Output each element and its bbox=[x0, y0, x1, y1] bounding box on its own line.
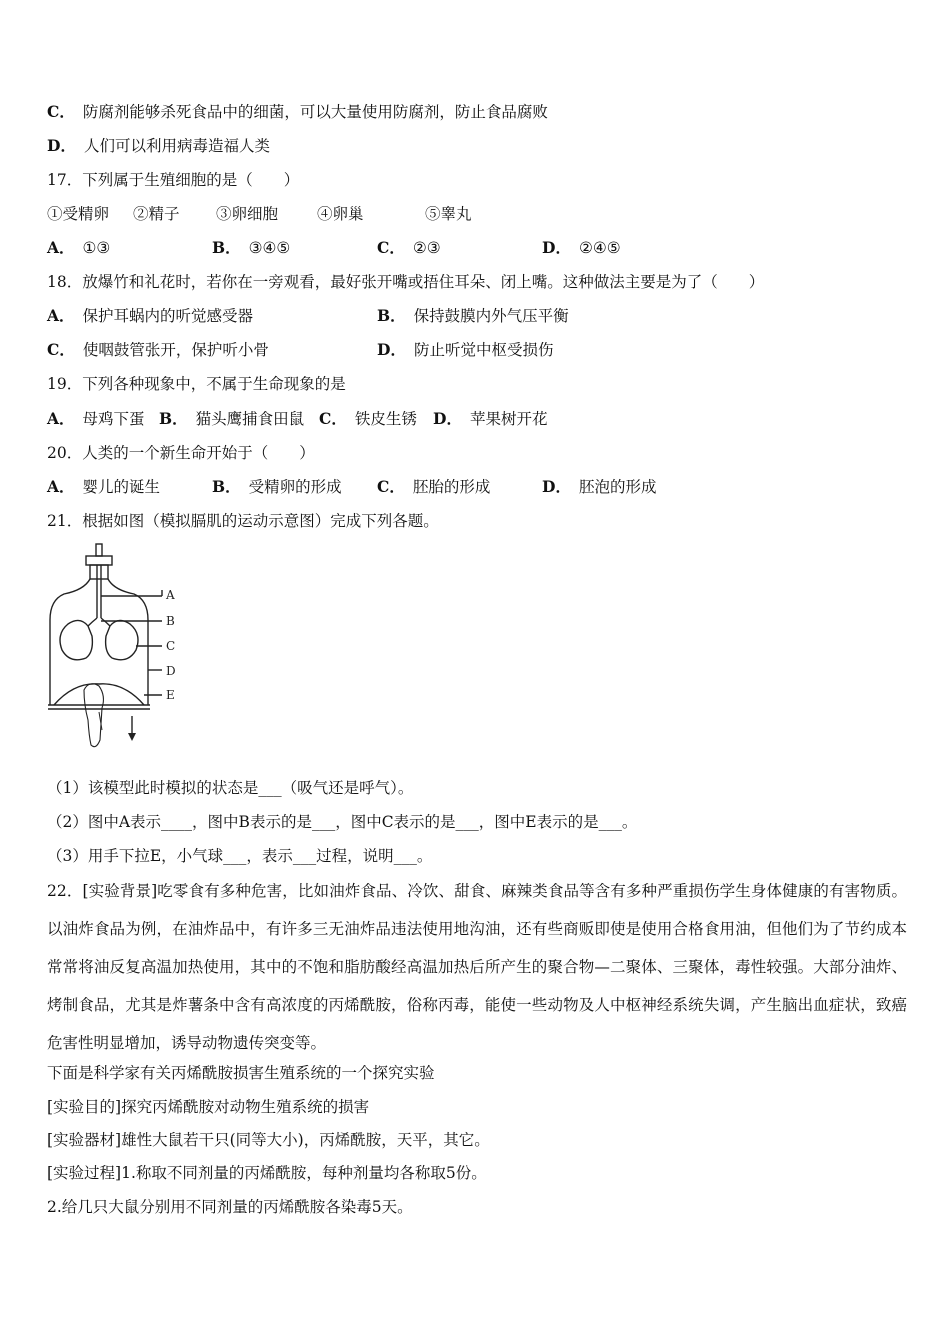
option-label: D． bbox=[47, 136, 76, 155]
q19-option-c: C． 铁皮生锈 bbox=[319, 409, 417, 428]
q17-item: ⑤睾丸 bbox=[425, 205, 472, 223]
q21-sub2: （2）图中A表示____，图中B表示的是___，图中C表示的是___，图中E表示的是___。 bbox=[47, 813, 638, 831]
q17-item: ①受精卵 bbox=[47, 205, 110, 223]
q19-option-d: D． 苹果树开花 bbox=[433, 409, 548, 428]
option-text: 人们可以利用病毒造福人类 bbox=[83, 137, 270, 155]
q16-option-c bbox=[47, 102, 548, 122]
label-e: E bbox=[166, 688, 175, 702]
q19-stem: 19．下列各种现象中，不属于生命现象的是 bbox=[47, 375, 346, 393]
q18-option-c: C． 使咽鼓管张开，保护听小骨 bbox=[47, 340, 269, 359]
q21-stem: 21．根据如图（模拟膈肌的运动示意图）完成下列各题。 bbox=[47, 512, 439, 530]
q17-option-b: B． ③④⑤ bbox=[212, 238, 291, 257]
q17-option-a: A． ①③ bbox=[47, 238, 111, 257]
q17-option-c: C． ②③ bbox=[377, 238, 441, 257]
q22-process-step1: [实验过程]1.称取不同剂量的丙烯酰胺，每种剂量均各称取5份。 bbox=[47, 1164, 487, 1182]
label-a: A bbox=[166, 588, 175, 602]
label-c: C bbox=[166, 639, 176, 653]
option-label: C． bbox=[47, 102, 75, 121]
q17-item: ④卵巢 bbox=[317, 205, 364, 223]
q17-option-d: D． ②④⑤ bbox=[542, 238, 621, 257]
diaphragm-model-figure bbox=[44, 540, 194, 755]
q17-stem: 17．下列属于生殖细胞的是（ ） bbox=[47, 171, 300, 189]
q22-materials: [实验器材]雄性大鼠若干只(同等大小)，丙烯酰胺，天平，其它。 bbox=[47, 1131, 490, 1149]
q21-sub3: （3）用手下拉E，小气球___，表示___过程，说明___。 bbox=[47, 847, 433, 865]
q18-option-b: B． 保持鼓膜内外气压平衡 bbox=[377, 306, 569, 325]
q22-intro: 下面是科学家有关丙烯酰胺损害生殖系统的一个探究实验 bbox=[47, 1064, 435, 1082]
q17-item: ③卵细胞 bbox=[216, 205, 279, 223]
label-d: D bbox=[166, 664, 176, 678]
label-b: B bbox=[166, 614, 175, 628]
option-text: 防腐剂能够杀死食品中的细菌，可以大量使用防腐剂，防止食品腐败 bbox=[82, 103, 548, 121]
q20-option-c: C． 胚胎的形成 bbox=[377, 477, 491, 496]
q22-process-step2: 2.给几只大鼠分别用不同剂量的丙烯酰胺各染毒5天。 bbox=[47, 1198, 413, 1216]
q21-sub1: （1）该模型此时模拟的状态是___（吸气还是呼气）。 bbox=[47, 779, 414, 797]
q16-option-d bbox=[47, 136, 270, 156]
q19-option-b: B． 猫头鹰捕食田鼠 bbox=[159, 409, 305, 428]
q18-stem: 18．放爆竹和礼花时，若你在一旁观看，最好张开嘴或捂住耳朵、闭上嘴。这种做法主要是为了（ ） bbox=[47, 273, 765, 291]
q20-option-a: A． 婴儿的诞生 bbox=[47, 477, 161, 496]
q20-option-b: B． 受精卵的形成 bbox=[212, 477, 342, 496]
q22-purpose: [实验目的]探究丙烯酰胺对动物生殖系统的损害 bbox=[47, 1098, 370, 1116]
q22-background-paragraph: 22．[实验背景]吃零食有多种危害，比如油炸食品、冷饮、甜食、麻辣类食品等含有多种严重损伤学生身体健康的有害物质。以油炸食品为例，在油炸品中，有许多三无油炸品违法使用地沟油，还有些商贩即使是使用合格食用油，但他们为了节约成本常常将油反复高温加热使用，其中的不饱和脂肪酸经高温加热后所产生的聚合物—二聚体、三聚体，毒性较强。大部分油炸、烤制食品，尤其是炸薯条中含有高浓度的丙烯酰胺，俗称丙毒，能使一些动物及人中枢神经系统失调，产生脑出血症状，致癌危害性明显增加，诱导动物遗传突变等。 bbox=[47, 882, 907, 1052]
q20-option-d: D． 胚泡的形成 bbox=[542, 477, 657, 496]
q20-stem: 20．人类的一个新生命开始于（ ） bbox=[47, 444, 315, 462]
q18-option-a: A． 保护耳蜗内的听觉感受器 bbox=[47, 306, 254, 325]
q17-item: ②精子 bbox=[133, 205, 180, 223]
q18-option-d: D． 防止听觉中枢受损伤 bbox=[377, 340, 554, 359]
q19-option-a: A． 母鸡下蛋 bbox=[47, 409, 145, 428]
